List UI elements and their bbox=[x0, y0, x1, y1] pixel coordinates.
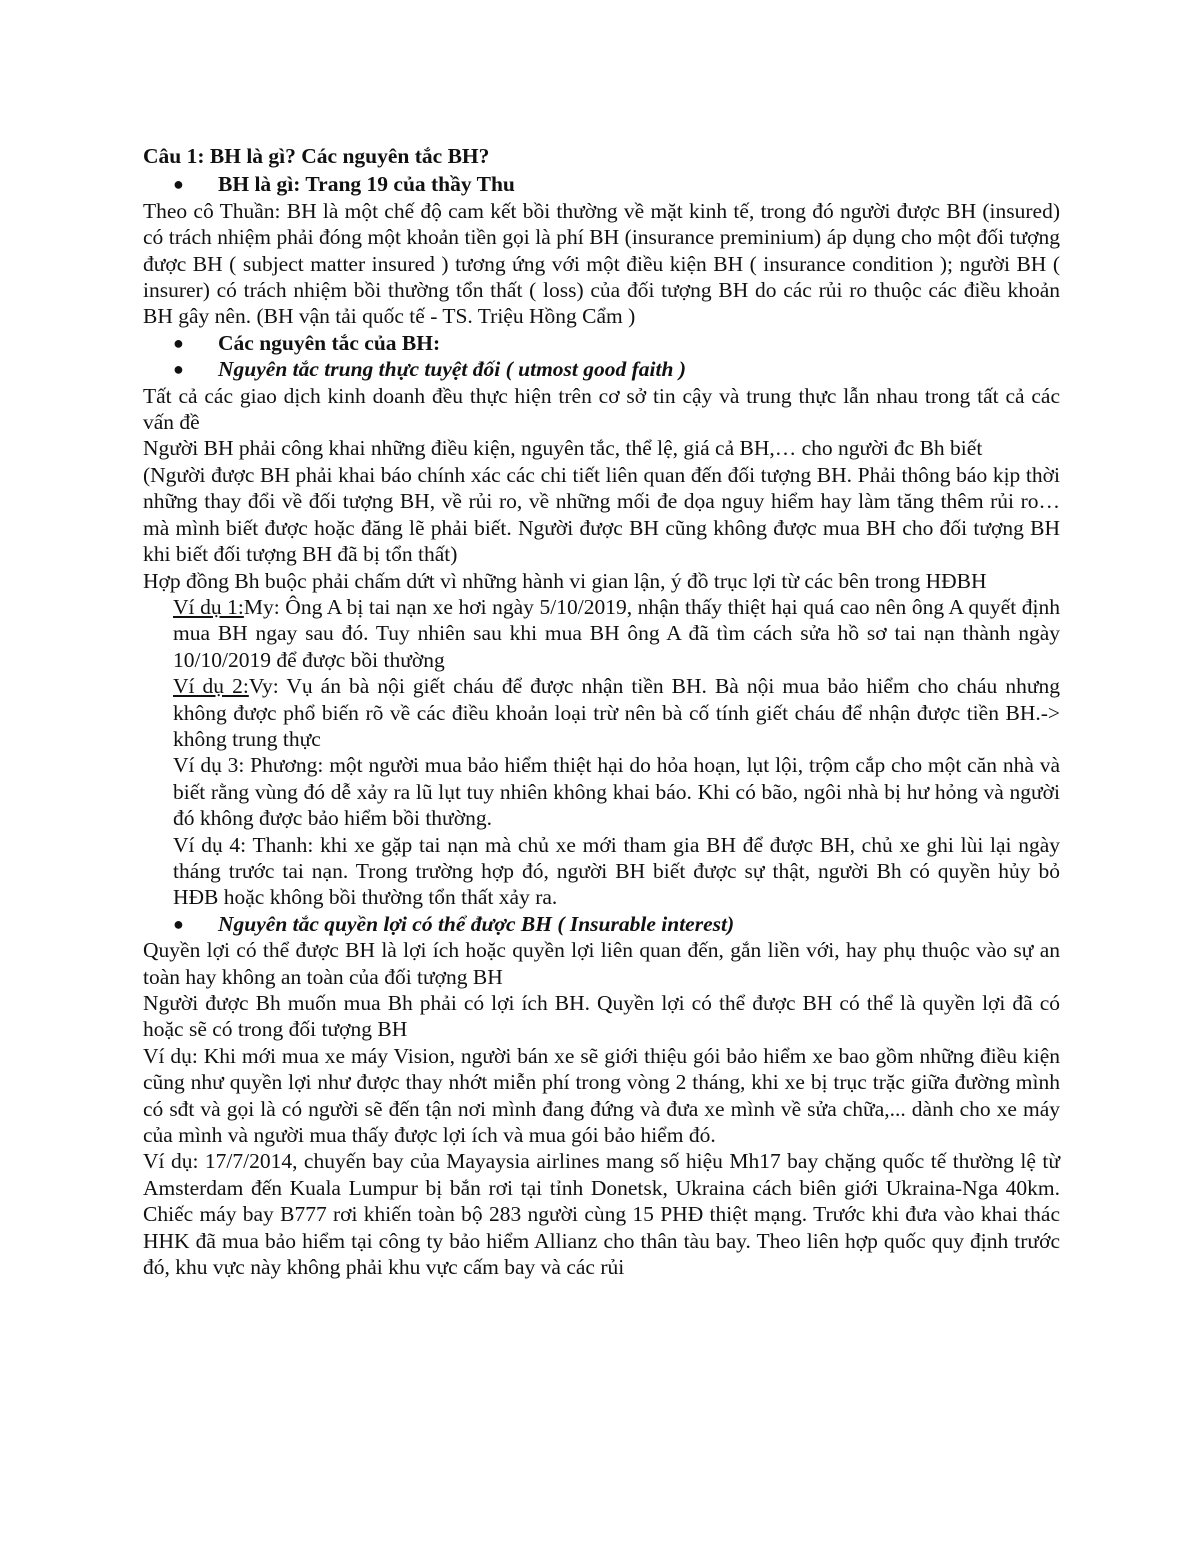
bullet-text: Các nguyên tắc của BH: bbox=[218, 330, 441, 355]
principle-good-faith-heading bbox=[143, 356, 1060, 382]
paragraph: Quyền lợi có thể được BH là lợi ích hoặc quyền lợi liên quan đến, gắn liền với, hay phụ thuộc vào sự an toàn hay không an toàn của đối tượng BH bbox=[143, 938, 1060, 989]
bullet-dot-icon: ● bbox=[173, 174, 184, 195]
bullet-principles bbox=[143, 330, 1060, 356]
paragraph: Người được Bh muốn mua Bh phải có lợi ích BH. Quyền lợi có thể được BH có thể là quyền lợi đã có hoặc sẽ có trong đối tượng BH bbox=[143, 991, 1060, 1042]
example-3: Ví dụ 3: Phương: một người mua bảo hiểm thiệt hại do hỏa hoạn, lụt lội, trộm cắp cho một căn nhà và biết rằng vùng đó dễ xảy ra lũ lụt tuy nhiên không khai báo. Khi có bão, ngôi nhà bị hư hỏng và người đó không được bảo hiểm bồi thường. bbox=[173, 753, 1060, 831]
bullet-text: BH là gì: Trang 19 của thầy Thu bbox=[218, 172, 515, 197]
example-text: My: Ông A bị tai nạn xe hơi ngày 5/10/2019, nhận thấy thiệt hại quá cao nên ông A quyết định mua BH ngay sau đó. Tuy nhiên sau khi mua BH ông A đã tìm cách sửa hồ sơ tai nạn thành ngày 10/10/2019 để được bồi thường bbox=[173, 594, 1060, 672]
principle-heading-text: Nguyên tắc quyền lợi có thể được BH ( Insurable interest) bbox=[218, 911, 735, 936]
definition-paragraph: Theo cô Thuần: BH là một chế độ cam kết bồi thường về mặt kinh tế, trong đó người được BH (insured) có trách nhiệm phải đóng một khoản tiền gọi là phí BH (insurance preminium) áp dụng cho một đối tượng được BH ( subject matter insured ) tương ứng với một điều kiện BH ( insurance condition ); người BH ( insurer) có trách nhiệm bồi thường tổn thất ( loss) của đối tượng BH do các rủi ro thuộc các điều khoản BH gây nên. (BH vận tải quốc tế - TS. Triệu Hồng Cẩm ) bbox=[143, 198, 1060, 329]
paragraph: Ví dụ: Khi mới mua xe máy Vision, người bán xe sẽ giới thiệu gói bảo hiểm xe bao gồm những điều kiện cũng như quyền lợi như được thay nhớt miễn phí trong vòng 2 tháng, khi xe bị trục trặc giữa đường mình có sđt và gọi là có người sẽ đến tận nơi mình đang đứng và đưa xe mình về sửa chữa,... dành cho xe máy của mình và người mua thấy được lợi ích và mua gói bảo hiểm đó. bbox=[143, 1043, 1060, 1148]
example-label: Ví dụ 1: bbox=[173, 594, 244, 619]
example-text: Vy: Vụ án bà nội giết cháu để được nhận tiền BH. Bà nội mua bảo hiểm cho cháu nhưng không được phổ biến rõ về các điều khoản loại trừ nên bà cố tính giết cháu để nhận được tiền BH.-> không trung thực bbox=[173, 674, 1060, 751]
example-2 bbox=[143, 673, 1060, 752]
bullet-what-is-bh bbox=[143, 171, 1060, 197]
example-4: Ví dụ 4: Thanh: khi xe gặp tai nạn mà chủ xe mới tham gia BH để được BH, chủ xe ghi lùi lại ngày tháng trước tai nạn. Trong trường hợp đó, người BH biết được sự thật, người Bh có quyền hủy bỏ HĐB hoặc không bồi thường tổn thất xảy ra. bbox=[173, 832, 1060, 910]
principle-heading-text: Nguyên tắc trung thực tuyệt đối ( utmost good faith ) bbox=[218, 357, 686, 382]
principle-insurable-interest-heading bbox=[143, 911, 1060, 937]
paragraph: (Người được BH phải khai báo chính xác các chi tiết liên quan đến đối tượng BH. Phải thông báo kịp thời những thay đổi về đối tượng BH, về rủi ro, về những mối đe dọa nguy hiểm hay làm tăng thêm rủi ro… mà mình biết được hoặc đăng lẽ phải biết. Người được BH cũng không được mua BH cho đối tượng BH khi biết đối tượng BH đã bị tổn thất) bbox=[143, 462, 1060, 567]
bullet-dot-icon: ● bbox=[173, 913, 184, 934]
paragraph: Ví dụ: 17/7/2014, chuyến bay của Mayaysia airlines mang số hiệu Mh17 bay chặng quốc tế thường lệ từ Amsterdam đến Kuala Lumpur bị bắn rơi tại tỉnh Donetsk, Ukraina cách biên giới Ukraina-Nga 40km. Chiếc máy bay B777 rơi khiến toàn bộ 283 người cùng 15 PHĐ thiệt mạng. Trước khi đưa vào khai thác HHK đã mua bảo hiểm tại công ty bảo hiểm Allianz cho thân tàu bay. Theo liên hợp quốc quy định trước đó, khu vực này không phải khu vực cấm bay và các rủi bbox=[143, 1149, 1060, 1280]
document-content bbox=[143, 143, 1060, 1280]
paragraph: Tất cả các giao dịch kinh doanh đều thực hiện trên cơ sở tin cậy và trung thực lẫn nhau trong tất cả các vấn đề bbox=[143, 383, 1060, 435]
paragraph: Người BH phải công khai những điều kiện, nguyên tắc, thể lệ, giá cả BH,… cho người đc Bh biết bbox=[143, 436, 983, 461]
question-title: Câu 1: BH là gì? Các nguyên tắc BH? bbox=[143, 144, 490, 168]
bullet-dot-icon: ● bbox=[173, 359, 184, 380]
bullet-dot-icon: ● bbox=[173, 332, 184, 353]
paragraph: Hợp đồng Bh buộc phải chấm dứt vì những hành vi gian lận, ý đồ trục lợi từ các bên trong HĐBH bbox=[143, 568, 987, 593]
example-label: Ví dụ 2: bbox=[173, 674, 249, 699]
example-1 bbox=[143, 594, 1060, 673]
